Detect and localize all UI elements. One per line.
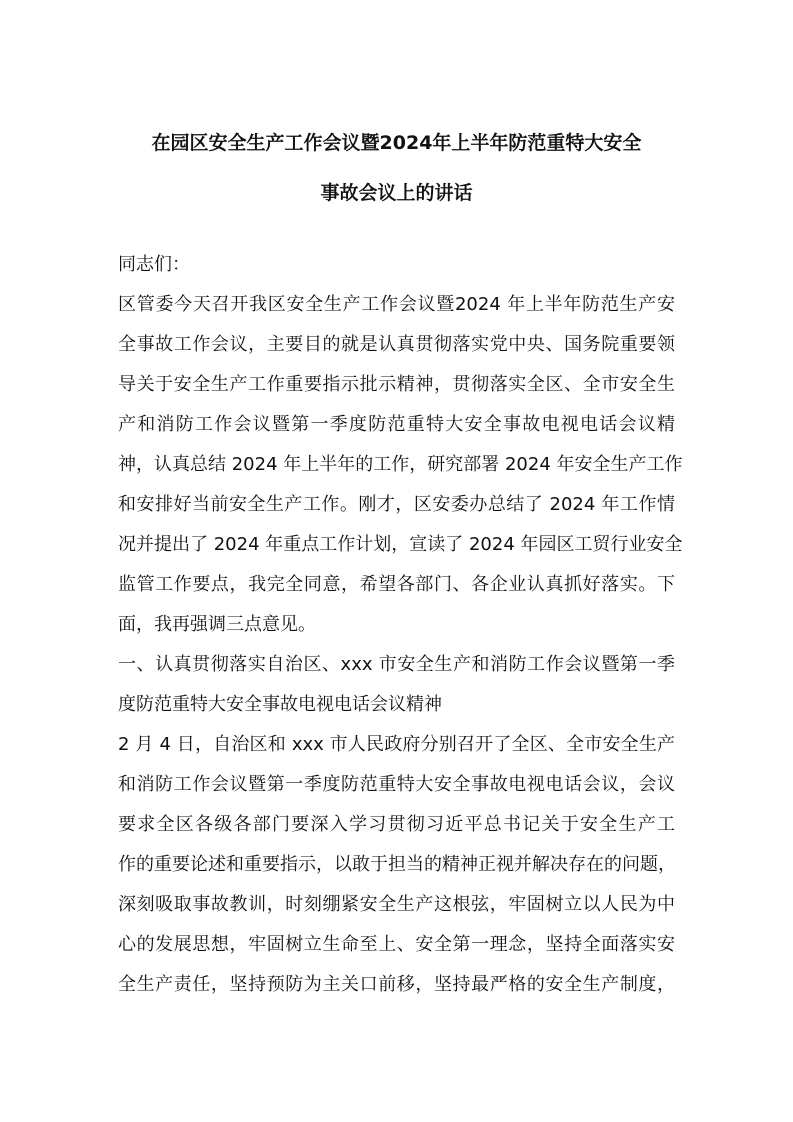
body-text-line: 区管委今天召开我区安全生产工作会议暨2024 年上半年防范生产安 [118, 294, 675, 315]
body-text-line: 全生产责任，坚持预防为主关口前移，坚持最严格的安全生产制度， [118, 974, 675, 995]
document-title-line-1: 在园区安全生产工作会议暨2024年上半年防范重特大安全 [151, 132, 642, 154]
body-text-line: 作的重要论述和重要指示，以敢于担当的精神正视并解决存在的问题， [118, 854, 676, 875]
body-text-line: 导关于安全生产工作重要指示批示精神，贯彻落实全区、全市安全生 [118, 374, 675, 395]
body-text-line: 全事故工作会议，主要目的就是认真贯彻落实党中央、国务院重要领 [118, 334, 675, 355]
body-text-line: 和消防工作会议暨第一季度防范重特大安全事故电视电话会议，会议 [118, 774, 675, 795]
body-text-line: 神，认真总结 2024 年上半年的工作，研究部署 2024 年安全生产工作 [118, 454, 683, 475]
body-text-line: 产和消防工作会议暨第一季度防范重特大安全事故电视电话会议精 [118, 414, 675, 435]
body-text-line: 面，我再强调三点意见。 [118, 614, 316, 635]
body-text-line: 心的发展思想，牢固树立生命至上、安全第一理念，坚持全面落实安 [118, 934, 675, 955]
body-text-line: 况并提出了 2024 年重点工作计划，宣读了 2024 年园区工贸行业安全 [118, 534, 683, 555]
body-text-line: 要求全区各级各部门要深入学习贯彻习近平总书记关于安全生产工 [118, 814, 675, 835]
body-text-line: 度防范重特大安全事故电视电话会议精神 [118, 694, 442, 715]
body-text-line: 2 月 4 日，自治区和 xxx 市人民政府分别召开了全区、全市安全生产 [118, 734, 675, 755]
body-text-line: 深刻吸取事故教训，时刻绷紧安全生产这根弦，牢固树立以人民为中 [118, 894, 675, 915]
body-text-line: 一、认真贯彻落实自治区、xxx 市安全生产和消防工作会议暨第一季 [118, 654, 675, 675]
body-text-line: 监管工作要点，我完全同意，希望各部门、各企业认真抓好落实。下 [118, 574, 675, 595]
body-text-line: 和安排好当前安全生产工作。刚才，区安委办总结了 2024 年工作情 [118, 494, 675, 515]
body-text-line: 同志们： [118, 254, 190, 275]
document-title-line-2: 事故会议上的讲话 [320, 182, 473, 204]
